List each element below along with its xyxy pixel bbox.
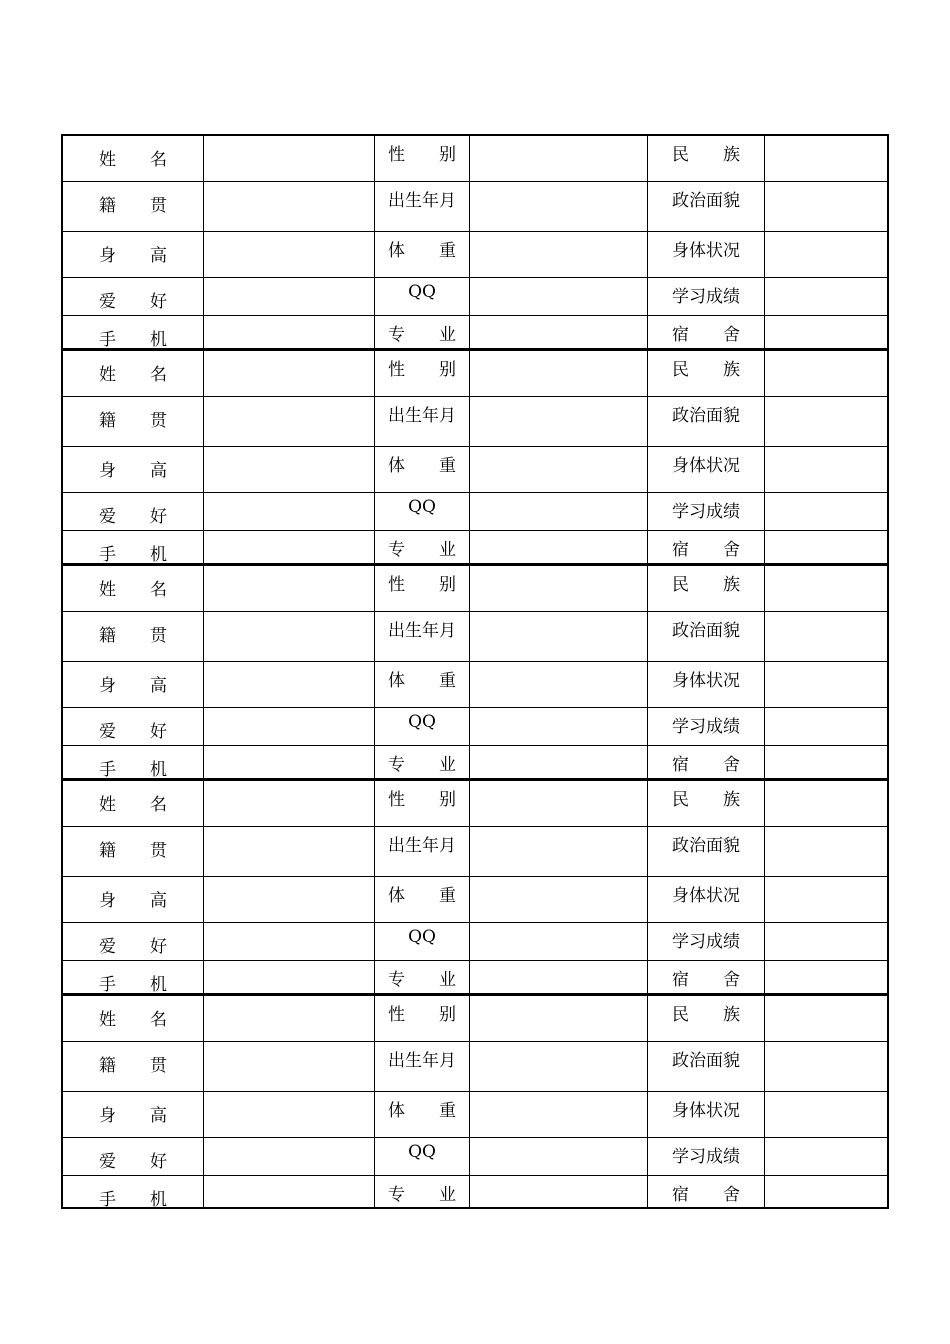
- field-label: 政治面貌: [647, 1042, 764, 1091]
- form-row: [61, 447, 887, 493]
- field-input[interactable]: [764, 1042, 887, 1091]
- field-label: QQ: [374, 708, 469, 745]
- field-label: 宿 舍: [647, 1176, 764, 1207]
- field-input[interactable]: [469, 877, 647, 922]
- field-label: 民 族: [647, 351, 764, 396]
- field-label: 姓 名: [61, 351, 203, 396]
- field-input[interactable]: [469, 662, 647, 707]
- field-label: 政治面貌: [647, 612, 764, 661]
- field-label: 宿 舍: [647, 316, 764, 348]
- field-label: 爱 好: [61, 493, 203, 530]
- field-input[interactable]: [764, 182, 887, 231]
- field-input[interactable]: [203, 746, 374, 778]
- form-row: [61, 708, 887, 746]
- field-input[interactable]: [469, 531, 647, 563]
- field-input[interactable]: [764, 232, 887, 277]
- field-label: 学习成绩: [647, 278, 764, 315]
- field-input[interactable]: [203, 923, 374, 960]
- field-label: 籍 贯: [61, 397, 203, 446]
- form-row: [61, 961, 887, 994]
- field-label: 专 业: [374, 1176, 469, 1207]
- field-input[interactable]: [203, 662, 374, 707]
- form-row: [61, 351, 887, 397]
- field-label: 手 机: [61, 316, 203, 348]
- field-label: 民 族: [647, 996, 764, 1041]
- field-label: 身体状况: [647, 662, 764, 707]
- field-label: QQ: [374, 493, 469, 530]
- field-input[interactable]: [203, 961, 374, 993]
- field-label: 体 重: [374, 877, 469, 922]
- field-label: 宿 舍: [647, 746, 764, 778]
- field-input[interactable]: [469, 182, 647, 231]
- form-row: [61, 781, 887, 827]
- field-label: 姓 名: [61, 996, 203, 1041]
- field-input[interactable]: [764, 278, 887, 315]
- form-row: [61, 996, 887, 1042]
- field-label: 身 高: [61, 232, 203, 277]
- student-record-block: [61, 349, 889, 564]
- field-label: 手 机: [61, 746, 203, 778]
- field-label: 籍 贯: [61, 612, 203, 661]
- field-label: 手 机: [61, 1176, 203, 1207]
- field-label: 民 族: [647, 781, 764, 826]
- form-row: [61, 612, 887, 662]
- field-input[interactable]: [469, 351, 647, 396]
- field-label: 身体状况: [647, 877, 764, 922]
- field-label: 性 别: [374, 566, 469, 611]
- field-label: 政治面貌: [647, 182, 764, 231]
- field-label: 姓 名: [61, 566, 203, 611]
- field-label: 民 族: [647, 136, 764, 181]
- field-label: 性 别: [374, 351, 469, 396]
- field-label: QQ: [374, 923, 469, 960]
- field-input[interactable]: [203, 996, 374, 1041]
- field-label: 体 重: [374, 662, 469, 707]
- field-label: 学习成绩: [647, 1138, 764, 1175]
- field-input[interactable]: [469, 566, 647, 611]
- field-input[interactable]: [469, 961, 647, 993]
- form-row: [61, 827, 887, 877]
- field-input[interactable]: [469, 996, 647, 1041]
- field-label: 身 高: [61, 877, 203, 922]
- field-input[interactable]: [469, 746, 647, 778]
- field-label: 宿 舍: [647, 961, 764, 993]
- form-row: [61, 877, 887, 923]
- field-input[interactable]: [203, 827, 374, 876]
- field-input[interactable]: [469, 136, 647, 181]
- field-label: 宿 舍: [647, 531, 764, 563]
- field-input[interactable]: [203, 612, 374, 661]
- form-row: [61, 232, 887, 278]
- field-label: 民 族: [647, 566, 764, 611]
- field-input[interactable]: [469, 708, 647, 745]
- form-row: [61, 531, 887, 564]
- field-label: 出生年月: [374, 182, 469, 231]
- form-row: [61, 662, 887, 708]
- field-input[interactable]: [469, 232, 647, 277]
- field-input[interactable]: [764, 351, 887, 396]
- field-label: 籍 贯: [61, 1042, 203, 1091]
- field-input[interactable]: [469, 493, 647, 530]
- field-input[interactable]: [764, 781, 887, 826]
- field-label: 性 别: [374, 136, 469, 181]
- field-input[interactable]: [764, 1138, 887, 1175]
- field-input[interactable]: [764, 1176, 887, 1207]
- field-input[interactable]: [469, 612, 647, 661]
- field-input[interactable]: [203, 1176, 374, 1207]
- field-input[interactable]: [764, 493, 887, 530]
- field-label: 姓 名: [61, 136, 203, 181]
- form-row: [61, 923, 887, 961]
- field-input[interactable]: [203, 566, 374, 611]
- form-row: [61, 182, 887, 232]
- field-label: 体 重: [374, 447, 469, 492]
- field-input[interactable]: [764, 136, 887, 181]
- field-label: 学习成绩: [647, 493, 764, 530]
- field-input[interactable]: [203, 493, 374, 530]
- field-label: 专 业: [374, 746, 469, 778]
- field-label: 性 别: [374, 996, 469, 1041]
- field-label: 出生年月: [374, 827, 469, 876]
- field-input[interactable]: [764, 397, 887, 446]
- form-row: [61, 1176, 887, 1209]
- field-label: 学习成绩: [647, 708, 764, 745]
- field-input[interactable]: [764, 612, 887, 661]
- field-label: 身 高: [61, 447, 203, 492]
- form-row: [61, 278, 887, 316]
- field-label: 身体状况: [647, 232, 764, 277]
- field-input[interactable]: [203, 531, 374, 563]
- field-input[interactable]: [764, 447, 887, 492]
- field-input[interactable]: [764, 1092, 887, 1137]
- field-label: 身体状况: [647, 1092, 764, 1137]
- field-label: 出生年月: [374, 1042, 469, 1091]
- student-record-block: [61, 134, 889, 349]
- field-input[interactable]: [203, 877, 374, 922]
- form-row: [61, 566, 887, 612]
- field-label: 体 重: [374, 1092, 469, 1137]
- field-input[interactable]: [469, 1138, 647, 1175]
- student-record-block: [61, 564, 889, 779]
- form-row: [61, 136, 887, 182]
- field-input[interactable]: [764, 827, 887, 876]
- field-label: 姓 名: [61, 781, 203, 826]
- field-label: 爱 好: [61, 708, 203, 745]
- field-input[interactable]: [469, 316, 647, 348]
- field-input[interactable]: [469, 447, 647, 492]
- field-label: 身 高: [61, 662, 203, 707]
- field-label: 学习成绩: [647, 923, 764, 960]
- field-label: 爱 好: [61, 923, 203, 960]
- form-row: [61, 316, 887, 349]
- field-label: 政治面貌: [647, 397, 764, 446]
- field-input[interactable]: [469, 397, 647, 446]
- field-input[interactable]: [203, 232, 374, 277]
- field-input[interactable]: [203, 1092, 374, 1137]
- field-input[interactable]: [764, 923, 887, 960]
- field-input[interactable]: [203, 1042, 374, 1091]
- form-row: [61, 397, 887, 447]
- field-input[interactable]: [764, 531, 887, 563]
- field-label: 籍 贯: [61, 182, 203, 231]
- student-record-block: [61, 779, 889, 994]
- form-row: [61, 1092, 887, 1138]
- form-row: [61, 746, 887, 779]
- field-input[interactable]: [203, 447, 374, 492]
- field-label: 出生年月: [374, 612, 469, 661]
- field-label: 手 机: [61, 961, 203, 993]
- field-input[interactable]: [469, 1042, 647, 1091]
- field-input[interactable]: [764, 316, 887, 348]
- field-input[interactable]: [469, 1176, 647, 1207]
- registration-form: [61, 134, 889, 1209]
- field-label: 专 业: [374, 961, 469, 993]
- field-input[interactable]: [764, 708, 887, 745]
- field-input[interactable]: [764, 746, 887, 778]
- field-input[interactable]: [203, 351, 374, 396]
- field-label: 身 高: [61, 1092, 203, 1137]
- field-label: QQ: [374, 278, 469, 315]
- field-label: 出生年月: [374, 397, 469, 446]
- field-input[interactable]: [764, 877, 887, 922]
- student-record-block: [61, 994, 889, 1209]
- field-input[interactable]: [203, 781, 374, 826]
- field-label: 体 重: [374, 232, 469, 277]
- field-input[interactable]: [203, 278, 374, 315]
- field-input[interactable]: [764, 662, 887, 707]
- field-label: 身体状况: [647, 447, 764, 492]
- form-row: [61, 1138, 887, 1176]
- field-label: 爱 好: [61, 278, 203, 315]
- field-input[interactable]: [203, 1138, 374, 1175]
- field-input[interactable]: [203, 136, 374, 181]
- form-row: [61, 493, 887, 531]
- field-label: 籍 贯: [61, 827, 203, 876]
- field-input[interactable]: [764, 961, 887, 993]
- field-input[interactable]: [203, 316, 374, 348]
- field-input[interactable]: [469, 278, 647, 315]
- field-input[interactable]: [203, 182, 374, 231]
- field-input[interactable]: [469, 827, 647, 876]
- field-label: 专 业: [374, 531, 469, 563]
- field-input[interactable]: [764, 566, 887, 611]
- field-label: 专 业: [374, 316, 469, 348]
- field-input[interactable]: [469, 923, 647, 960]
- field-input[interactable]: [469, 1092, 647, 1137]
- field-input[interactable]: [203, 708, 374, 745]
- form-row: [61, 1042, 887, 1092]
- field-label: 性 别: [374, 781, 469, 826]
- field-label: QQ: [374, 1138, 469, 1175]
- field-label: 爱 好: [61, 1138, 203, 1175]
- field-label: 政治面貌: [647, 827, 764, 876]
- field-input[interactable]: [469, 781, 647, 826]
- field-input[interactable]: [203, 397, 374, 446]
- field-label: 手 机: [61, 531, 203, 563]
- field-input[interactable]: [764, 996, 887, 1041]
